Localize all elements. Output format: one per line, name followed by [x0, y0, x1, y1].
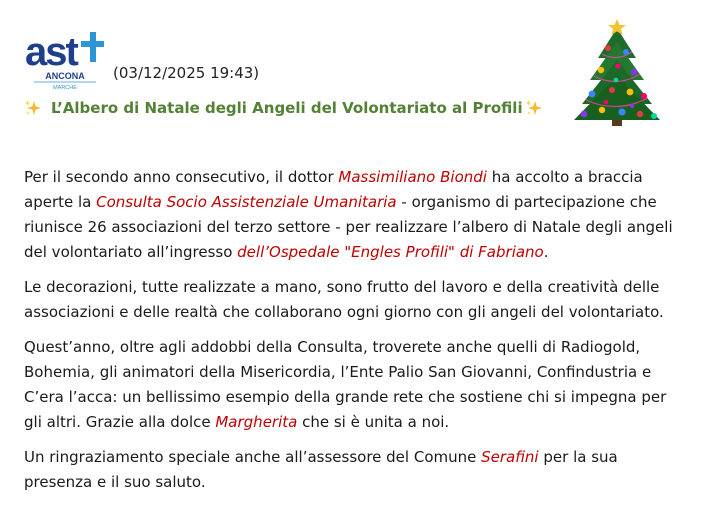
- text-run: .: [543, 243, 549, 261]
- person-name: Serafini: [481, 448, 539, 466]
- publish-date: (03/12/2025 19:43): [113, 64, 260, 82]
- text-run: - organismo di partecipazione che riunisce 26 associazioni del terzo settore - per realizzare l’albero di Natale degli angeli del volontariato all’ingresso: [24, 193, 673, 261]
- article-title-text: L’Albero di Natale degli Angeli del Volontariato al Profili: [51, 99, 523, 117]
- text-run: che si è unita a noi.: [297, 413, 450, 431]
- text-run: ha accolto a braccia aperte la: [24, 168, 643, 211]
- place-name: dell’Ospedale "Engles Profili" di Fabriano: [237, 243, 544, 261]
- article-body: [24, 165, 674, 505]
- ast-ancona-logo: [24, 29, 106, 93]
- paragraph-3: [24, 335, 674, 435]
- sparkles-icon: [24, 99, 42, 117]
- logo-brand-text: ast: [25, 30, 77, 74]
- paragraph-1: [24, 165, 674, 265]
- text-run: per la sua presenza e il suo saluto.: [24, 448, 618, 491]
- logo-region: MARCHE: [53, 85, 77, 91]
- article-title: [24, 99, 543, 117]
- text-run: Un ringraziamento speciale anche all’assessore del Comune: [24, 448, 482, 466]
- text-run: Quest’anno, oltre agli addobbi della Consulta, troverete anche quelli di Radiogold, Bohemia, gli animatori della Misericordia, l’Ente Palio San Giovanni, Confindustria e C’era l’acca: un bellissimo esempio della grande rete che sostiene chi si impegna per gli altri. Grazie alla dolce: [24, 338, 667, 431]
- organization-name: Consulta Socio Assistenziale Umanitaria: [96, 193, 397, 211]
- person-name: Margherita: [215, 413, 298, 431]
- text-run: Per il secondo anno consecutivo, il dottor: [24, 168, 339, 186]
- paragraph-2: Le decorazioni, tutte realizzate a mano, sono frutto del lavoro e della creatività delle associazioni e delle realtà che collaborano ogni giorno con gli angeli del volontariato.: [24, 278, 664, 321]
- christmas-tree-image: [568, 18, 666, 130]
- paragraph-4: [24, 445, 674, 495]
- sparkles-icon: [525, 99, 543, 117]
- logo-city: ANCONA: [45, 71, 85, 81]
- person-name: Massimiliano Biondi: [338, 168, 487, 186]
